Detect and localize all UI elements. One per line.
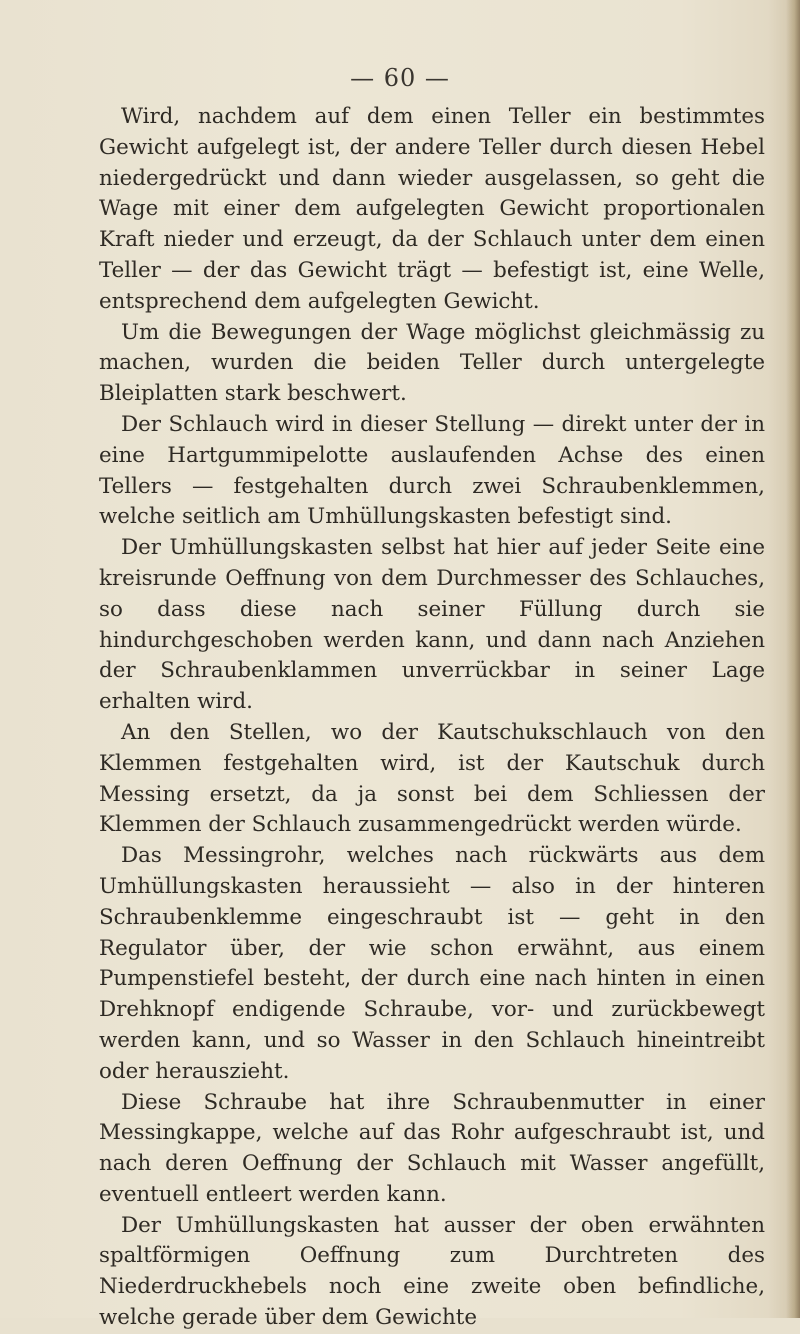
body-text bbox=[99, 102, 765, 1334]
paragraph: Das Messingrohr, welches nach rückwärts aus dem Umhüllungskasten heraussieht — also in der hinteren Schraubenklemme eingeschraubt ist — geht in den Regulator über, der wie schon erwähnt, aus einem Pumpenstiefel besteht, der durch eine nach hinten in einen Drehknopf endigende Schraube, vor- und zurückbewegt werden kann, und so Wasser in den Schlauch hineintreibt oder herauszieht. bbox=[99, 843, 765, 1084]
page-number: — 60 — bbox=[350, 64, 450, 92]
paragraph: An den Stellen, wo der Kautschukschlauch von den Klemmen festgehalten wird, ist der Kautschuk durch Messing ersetzt, da ja sonst bei dem Schliessen der Klemmen der Schlauch zusammengedrückt werden würde. bbox=[99, 719, 765, 838]
paragraph: Der Umhüllungskasten hat ausser der oben erwähnten spaltförmigen Oeffnung zum Durchtreten des Niederdruckhebels noch eine zweite oben befindliche, welche gerade über dem Gewichte bbox=[99, 1212, 765, 1331]
paragraph: Wird, nachdem auf dem einen Teller ein bestimmtes Gewicht aufgelegt ist, der andere Teller durch diesen Hebel niedergedrückt und dann wieder ausgelassen, so geht die Wage mit einer dem aufgelegten Gewicht proportionalen Kraft nieder und erzeugt, da der Schlauch unter dem einen Teller — der das Gewicht trägt — befestigt ist, eine Welle, entsprechend dem aufgelegten Gewicht. bbox=[99, 104, 765, 314]
paragraph: Diese Schraube hat ihre Schraubenmutter in einer Messingkappe, welche auf das Rohr aufgeschraubt ist, und nach deren Oeffnung der Schlauch mit Wasser angefüllt, eventuell entleert werden kann. bbox=[99, 1089, 765, 1207]
paragraph: Der Umhüllungskasten selbst hat hier auf jeder Seite eine kreisrunde Oeffnung von dem Durchmesser des Schlauches, so dass diese nach seiner Füllung durch sie hindurchgeschoben werden kann, und dann nach Anziehen der Schraubenklammen unverrückbar in seiner Lage erhalten wird. bbox=[99, 535, 765, 715]
paragraph: Um die Bewegungen der Wage möglichst gleichmässig zu machen, wurden die beiden Teller durch untergelegte Bleiplatten stark beschwert. bbox=[99, 319, 765, 407]
paragraph: Der Schlauch wird in dieser Stellung — direkt unter der in eine Hartgummipelotte auslaufenden Achse des einen Tellers — festgehalten durch zwei Schraubenklemmen, welche seitlich am Umhüllungskasten befestigt sind. bbox=[99, 411, 765, 530]
page-edge-shadow bbox=[786, 0, 800, 1318]
